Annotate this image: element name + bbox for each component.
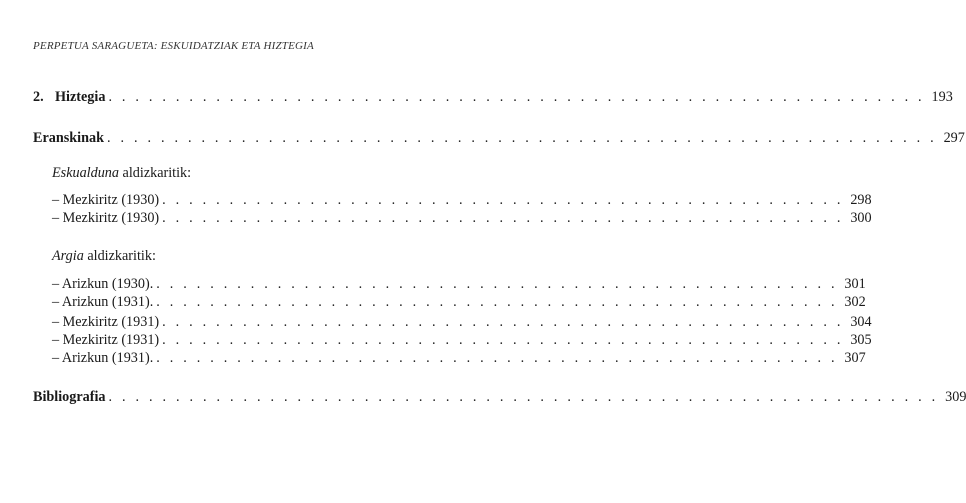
dot-leader: . . . . . . . . . . . . . . . . . . . . . . . . . . . . . . . . . . . . . . . . . . . . . . . . . . . . . . . . . . . . . . bbox=[106, 130, 937, 146]
dot-leader: . . . . . . . . . . . . . . . . . . . . . . . . . . . . . . . . . . . . . . . . . . . . . . . . . . . bbox=[156, 350, 838, 366]
page-number: 298 bbox=[850, 192, 872, 208]
toc-entry[interactable] bbox=[52, 191, 872, 209]
toc-entry[interactable] bbox=[52, 293, 866, 311]
subsection-heading-eskualduna bbox=[52, 164, 191, 182]
page-number: 302 bbox=[844, 294, 866, 310]
page-number: 300 bbox=[850, 210, 872, 226]
subsection-suffix: aldizkaritik: bbox=[83, 248, 156, 264]
subsection-heading-argia bbox=[52, 247, 156, 265]
page-number: 193 bbox=[931, 89, 953, 105]
toc-entry[interactable] bbox=[52, 313, 872, 331]
toc-entry-label: – Arizkun (1931). bbox=[52, 350, 154, 366]
page-number: 297 bbox=[943, 130, 965, 146]
toc-entry-label: – Mezkiritz (1931) bbox=[52, 332, 160, 348]
publication-name: Eskualduna bbox=[52, 165, 119, 181]
toc-entry-label: – Arizkun (1930). bbox=[52, 276, 154, 292]
page-number: 301 bbox=[844, 276, 866, 292]
page-number: 307 bbox=[844, 350, 866, 366]
toc-entry[interactable] bbox=[52, 275, 866, 293]
toc-entry-label: – Mezkiritz (1931) bbox=[52, 314, 160, 330]
subsection-suffix: aldizkaritik: bbox=[119, 165, 192, 181]
dot-leader: . . . . . . . . . . . . . . . . . . . . . . . . . . . . . . . . . . . . . . . . . . . . . . . . . . . bbox=[162, 332, 844, 348]
section-title: Hiztegia bbox=[55, 89, 106, 105]
toc-entry-label bbox=[33, 88, 105, 106]
page-number: 305 bbox=[850, 332, 872, 348]
dot-leader: . . . . . . . . . . . . . . . . . . . . . . . . . . . . . . . . . . . . . . . . . . . . . . . . . . . bbox=[156, 294, 838, 310]
section-title: Bibliografia bbox=[33, 389, 106, 405]
toc-entry-label: – Mezkiritz (1930) bbox=[52, 192, 160, 208]
toc-entry-label: – Mezkiritz (1930) bbox=[52, 210, 160, 226]
toc-entry-eranskinak[interactable] bbox=[33, 129, 965, 147]
toc-entry-bibliografia[interactable] bbox=[33, 388, 966, 406]
page-number: 309 bbox=[945, 389, 966, 405]
running-head: PERPETUA SARAGUETA: ESKUIDATZIAK ETA HIZTEGIA bbox=[33, 40, 314, 52]
section-title: Eranskinak bbox=[33, 130, 104, 146]
toc-entry[interactable] bbox=[52, 349, 866, 367]
dot-leader: . . . . . . . . . . . . . . . . . . . . . . . . . . . . . . . . . . . . . . . . . . . . . . . . . . . bbox=[156, 276, 838, 292]
page-number: 304 bbox=[850, 314, 872, 330]
dot-leader: . . . . . . . . . . . . . . . . . . . . . . . . . . . . . . . . . . . . . . . . . . . . . . . . . . . bbox=[162, 210, 844, 226]
dot-leader: . . . . . . . . . . . . . . . . . . . . . . . . . . . . . . . . . . . . . . . . . . . . . . . . . . . . . . . . . . . . . bbox=[108, 89, 925, 105]
toc-entry[interactable] bbox=[52, 331, 872, 349]
section-number: 2. bbox=[33, 89, 44, 105]
dot-leader: . . . . . . . . . . . . . . . . . . . . . . . . . . . . . . . . . . . . . . . . . . . . . . . . . . . bbox=[162, 192, 844, 208]
toc-entry-hiztegia[interactable] bbox=[33, 88, 953, 106]
toc-entry-label: – Arizkun (1931). bbox=[52, 294, 154, 310]
dot-leader: . . . . . . . . . . . . . . . . . . . . . . . . . . . . . . . . . . . . . . . . . . . . . . . . . . . bbox=[162, 314, 844, 330]
publication-name: Argia bbox=[52, 248, 84, 264]
toc-entry[interactable] bbox=[52, 209, 872, 227]
dot-leader: . . . . . . . . . . . . . . . . . . . . . . . . . . . . . . . . . . . . . . . . . . . . . . . . . . . . . . . . . . . . . . bbox=[108, 389, 939, 405]
